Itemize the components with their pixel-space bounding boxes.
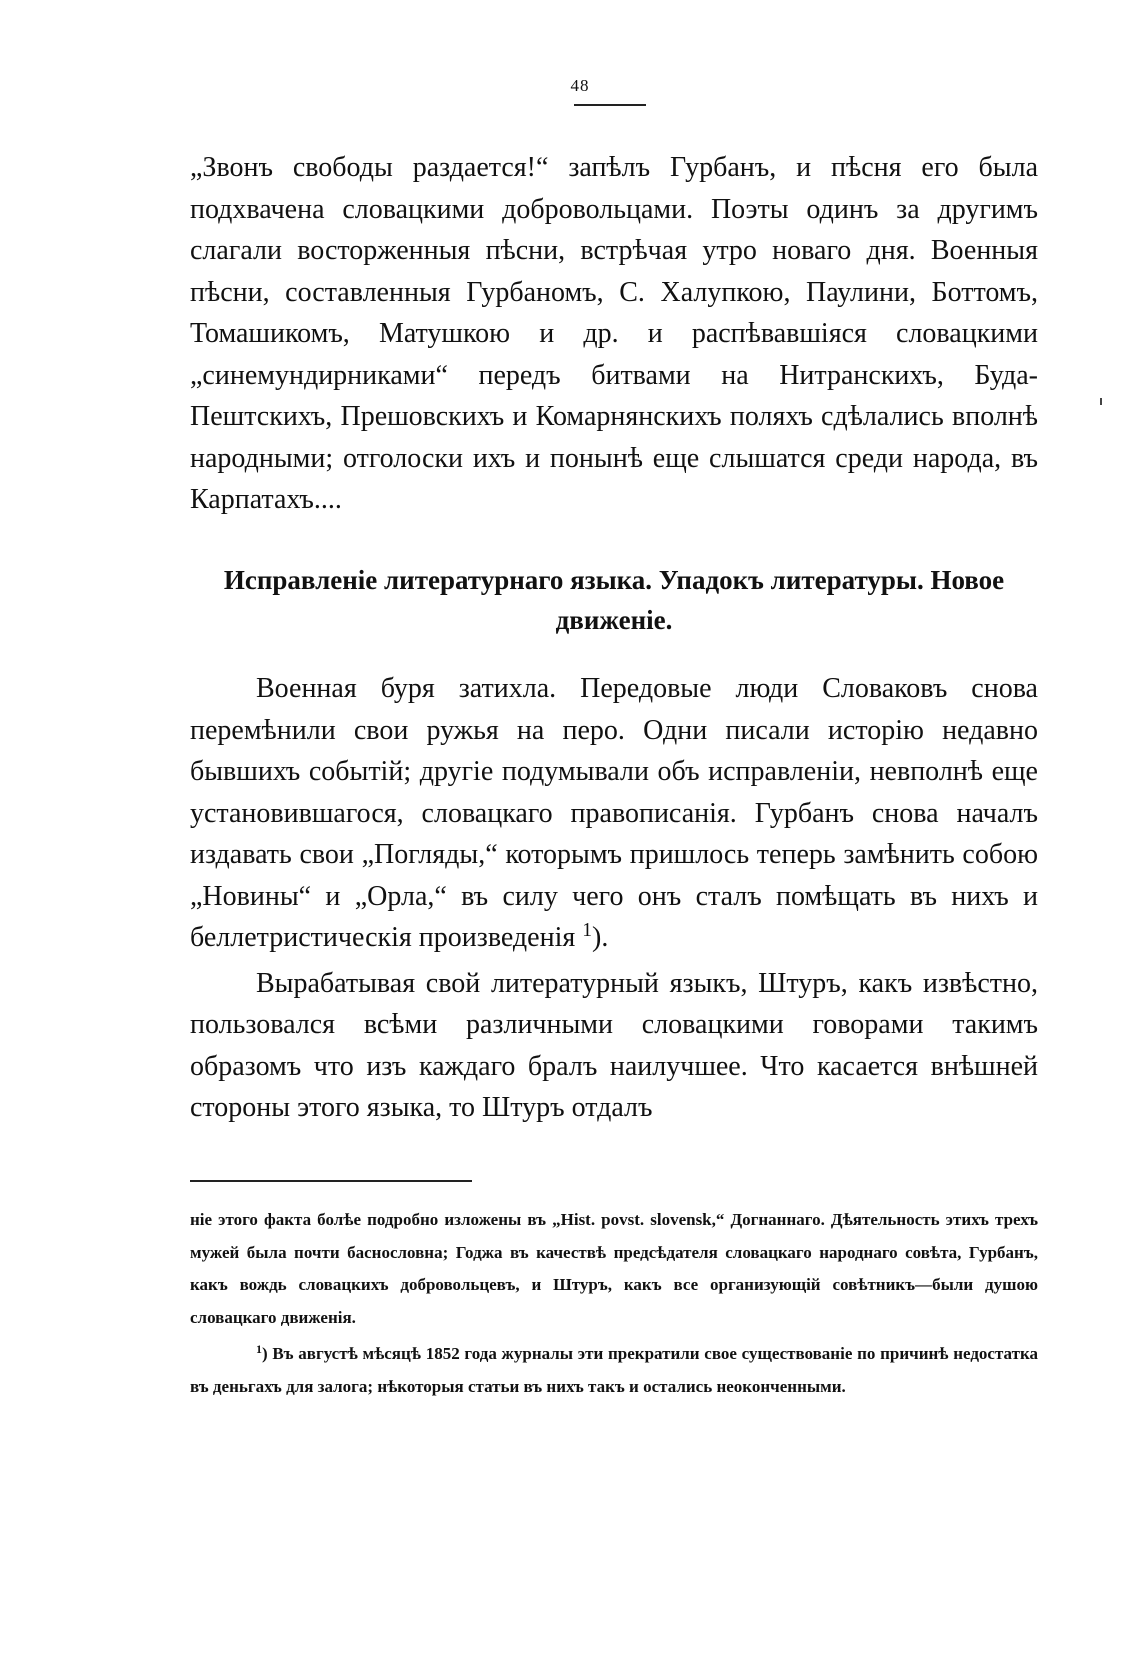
- footnote-marker: 1: [256, 1342, 262, 1357]
- footnote-separator: [190, 1180, 472, 1182]
- section-heading-line-2: движеніе.: [555, 605, 673, 635]
- footnote-continuation: ніе этого факта болѣе подробно изложены въ „Hist. povst. slovensk,“ Догнаннаго. Дѣятельность этихъ трехъ мужей была почти баснословна; Годжа въ качествѣ предсѣдателя словацкаго народнаго совѣта, Гурбанъ, какъ вождь словацкихъ добровольцевъ, и Штуръ, какъ все организующій совѣтникъ—были душою словацкаго движенія.: [190, 1210, 1038, 1327]
- page-number-rule: [574, 104, 646, 106]
- footnote-reference: 1: [582, 920, 593, 942]
- section-body: [190, 668, 1038, 1129]
- section-heading-line-1: Исправленіе литературнаго языка. Упадокъ литературы. Новое: [223, 565, 1005, 595]
- footnote-reference-close: ).: [592, 922, 609, 953]
- margin-mark: [1100, 398, 1102, 405]
- footnote-marker-close: ): [261, 1344, 268, 1363]
- footnote-1: [190, 1338, 1038, 1403]
- paragraph-text: Военная буря затихла. Передовые люди Словаковъ снова перемѣнили свои ружья на перо. Одни писали исторію недавно бывшихъ событій; другіе подумывали объ исправленіи, невполнѣ еще установившагося, словацкаго правописанія. Гурбанъ снова началъ издавать свои „Погляды,“ которымъ пришлось теперь замѣнить собою „Новины“ и „Орла,“ въ силу чего онъ сталъ помѣщать въ нихъ и беллетристическія произведенія: [190, 673, 1038, 953]
- section-heading: [190, 560, 1038, 640]
- footnotes: [190, 1204, 1038, 1403]
- page-number: 48: [570, 76, 590, 95]
- body-paragraph: [190, 668, 1038, 959]
- body-paragraph: Вырабатывая свой литературный языкъ, Штуръ, какъ извѣстно, пользовался всѣми различными словацкими говорами такимъ образомъ что изъ каждаго бралъ наилучшее. Что касается внѣшней стороны этого языка, то Штуръ отдалъ: [190, 967, 1038, 1123]
- opening-paragraph-block: [190, 147, 1038, 521]
- body-paragraph: „Звонъ свободы раздается!“ запѣлъ Гурбанъ, и пѣсня его была подхвачена словацкими добровольцами. Поэты одинъ за другимъ слагали восторженныя пѣсни, встрѣчая утро новаго дня. Военныя пѣсни, составленныя Гурбаномъ, С. Халупкою, Паулини, Боттомъ, Томашикомъ, Матушкою и др. и распѣвавшіяся словацкими „синемундирниками“ передъ битвами на Нитранскихъ, Буда-Пештскихъ, Прешовскихъ и Комарнянскихъ поляхъ сдѣлались вполнѣ народными; отголоски ихъ и понынѣ еще слышатся среди народа, въ Карпатахъ....: [190, 152, 1038, 515]
- footnote-text: Въ августѣ мѣсяцѣ 1852 года журналы эти прекратили свое существованіе по причинѣ недостатка въ деньгахъ для залога; нѣкоторыя статьи въ нихъ такъ и остались неоконченными.: [190, 1344, 1038, 1396]
